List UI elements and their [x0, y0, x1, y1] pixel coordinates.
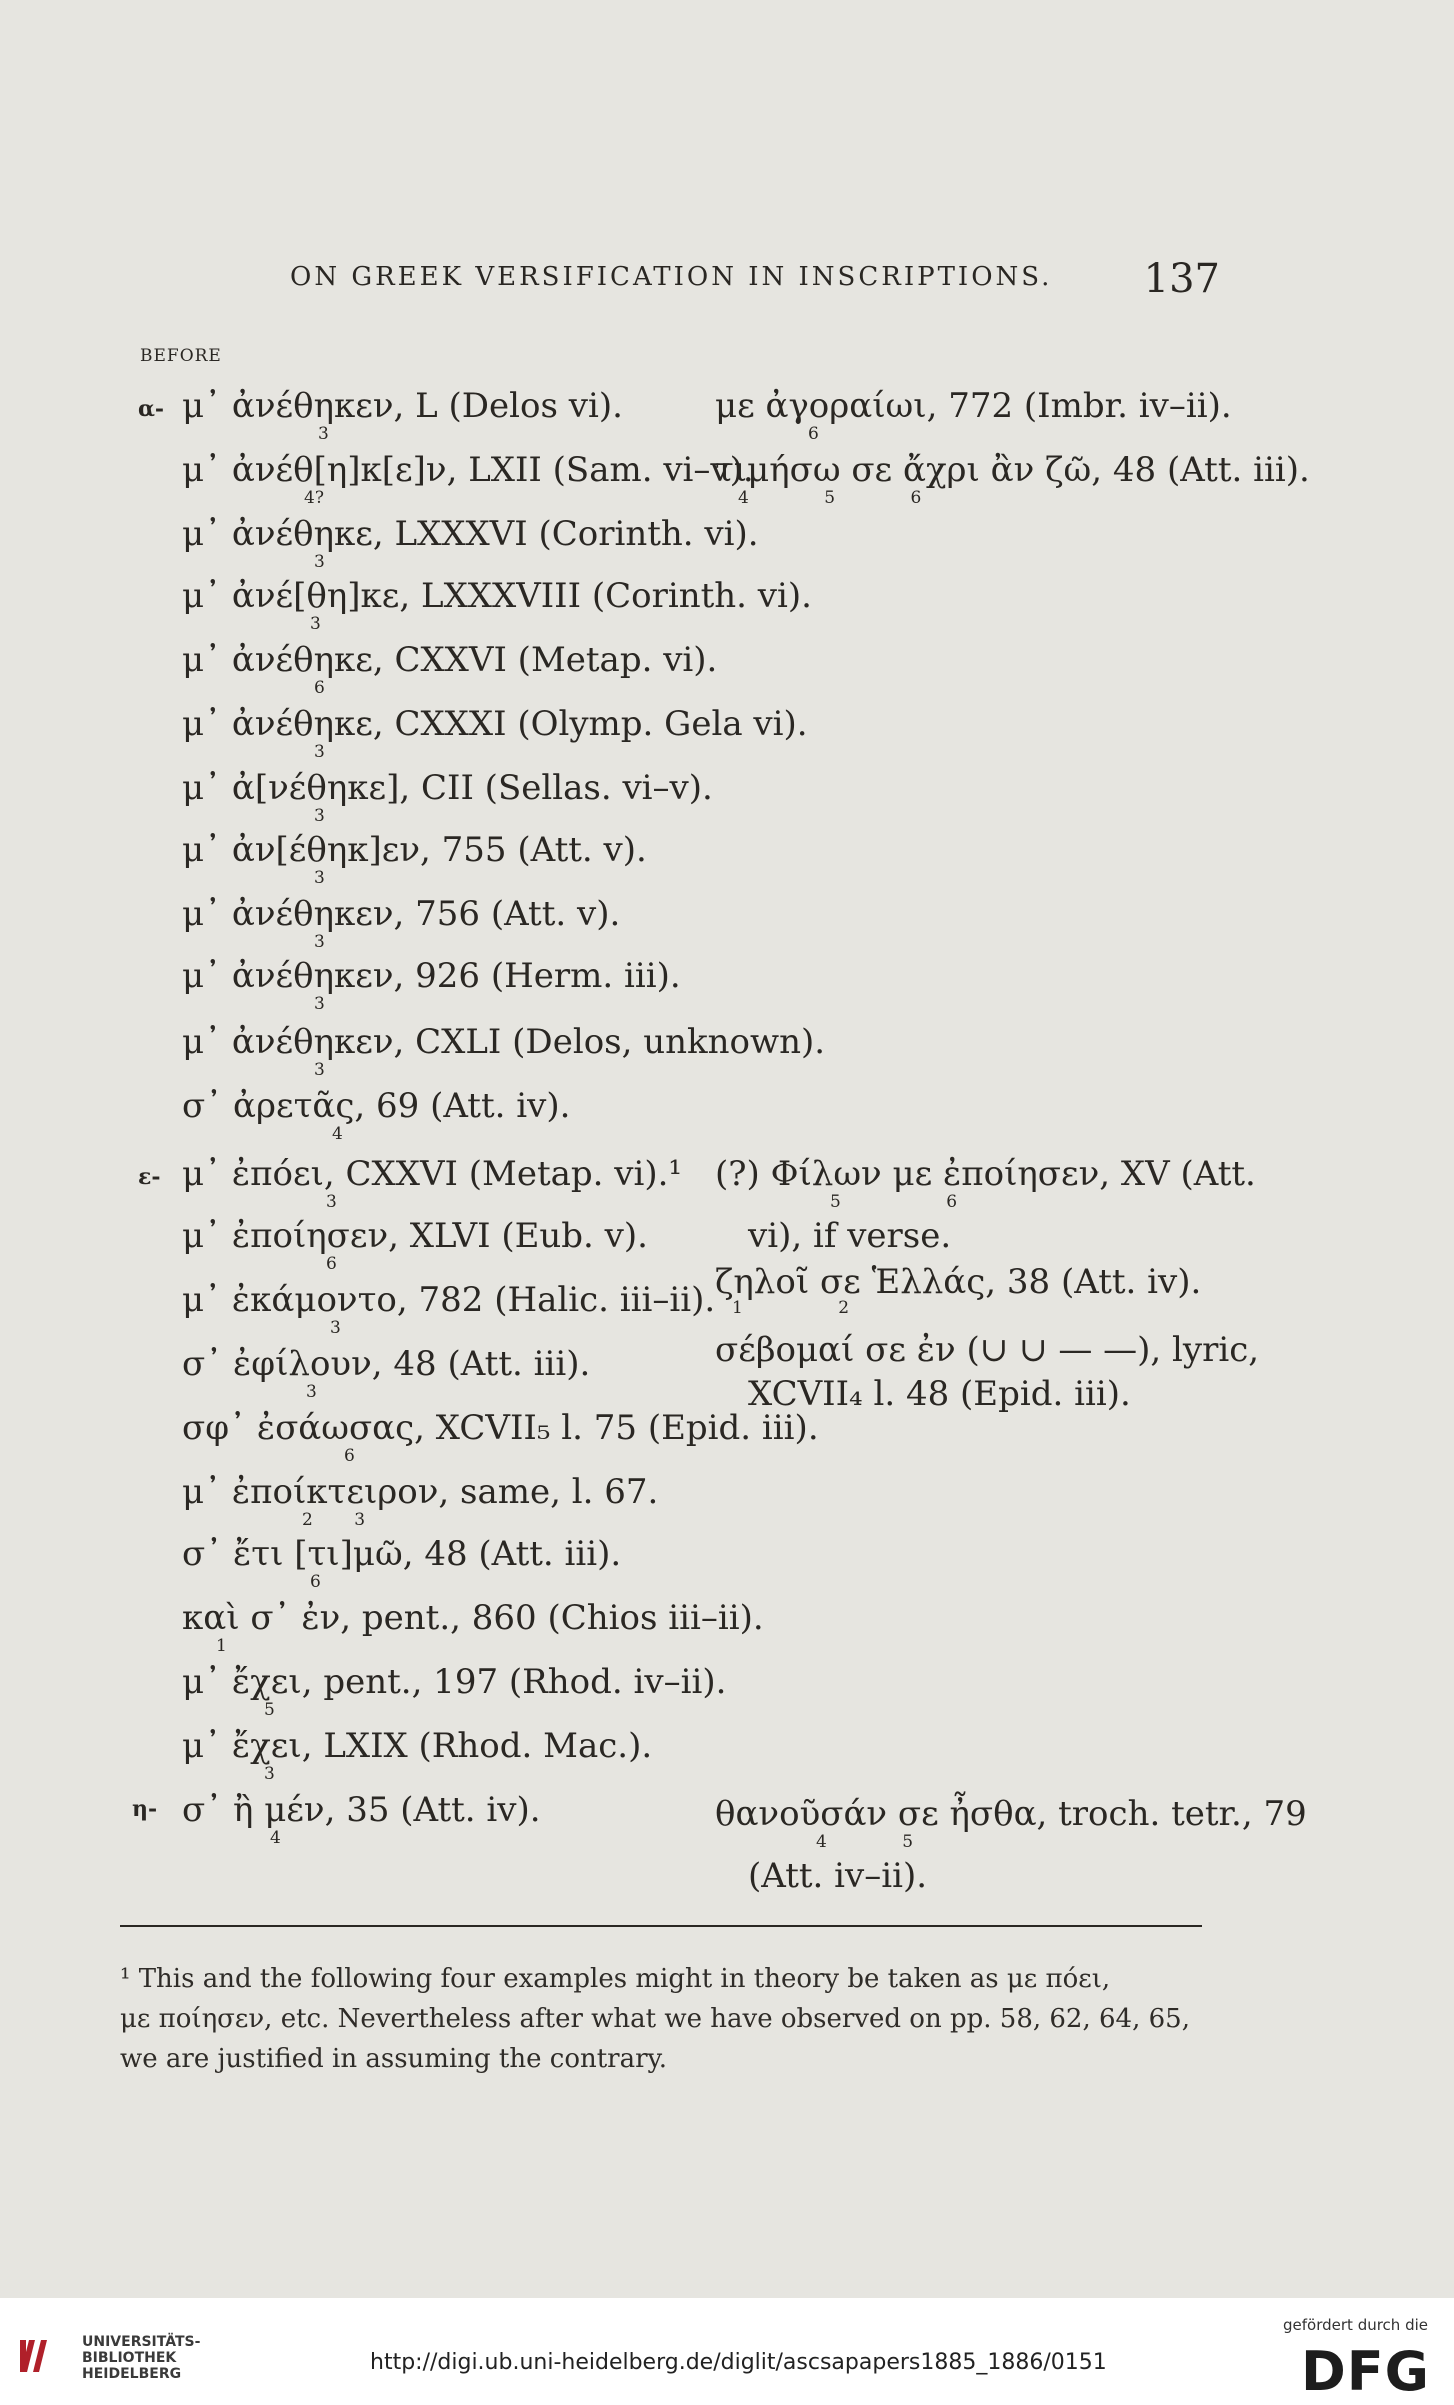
left-line: μ᾽ ἀνέθηκε, LXXXVI (Corinth. vi). — [182, 514, 759, 554]
left-line: μ᾽ ἔχει, LXIX (Rhod. Mac.). — [182, 1726, 653, 1766]
marker-alpha: α- — [138, 396, 165, 422]
footnote-line: ¹ This and the following four examples might in theory be taken as με πόει, — [120, 1964, 1111, 1994]
right-line: σέβομαί σε ἐν (∪ ∪ — —), lyric, — [715, 1330, 1260, 1370]
right-sub: 4 5 — [816, 1832, 914, 1852]
left-line: μ᾽ ἐπόει, CXXVI (Metap. vi).¹ — [182, 1154, 683, 1194]
marker-eta: η- — [132, 1796, 158, 1822]
left-line: σ᾽ ἢ μέν, 35 (Att. iv). — [182, 1790, 541, 1830]
left-line: μ᾽ ἀνέθηκεν, L (Delos vi). — [182, 386, 623, 426]
left-line: μ᾽ ἀνέθηκεν, 756 (Att. v). — [182, 894, 621, 934]
left-line: μ᾽ ἔχει, pent., 197 (Rhod. iv–ii). — [182, 1662, 727, 1702]
left-sub: 4 — [332, 1124, 343, 1144]
library-name-line: BIBLIOTHEK — [82, 2350, 177, 2366]
left-sub: 3 — [264, 1764, 275, 1784]
permalink[interactable]: http://digi.ub.uni-heidelberg.de/diglit/ascsapapers1885_1886/0151 — [370, 2350, 1107, 2375]
footnote-line: με ποίησεν, etc. Nevertheless after what we have observed on pp. 58, 62, 64, 65, — [120, 2004, 1190, 2034]
left-sub: 3 — [314, 994, 325, 1014]
left-line: σ᾽ ἐφίλουν, 48 (Att. iii). — [182, 1344, 591, 1384]
left-sub: 6 — [310, 1572, 321, 1592]
left-sub: 6 — [344, 1446, 355, 1466]
left-sub: 3 — [310, 614, 321, 634]
right-sub: 5 6 — [830, 1192, 958, 1212]
left-sub: 6 — [314, 678, 325, 698]
left-line: μ᾽ ἀ[νέθηκε], CII (Sellas. vi–v). — [182, 768, 713, 808]
left-sub: 3 — [314, 1060, 325, 1080]
left-sub: 3 — [326, 1192, 337, 1212]
right-sub: 4 5 6 — [738, 488, 922, 508]
right-sub: 1 2 — [732, 1298, 850, 1318]
left-sub: 3 — [314, 742, 325, 762]
right-line: (?) Φίλων με ἐποίησεν, XV (Att. — [715, 1154, 1256, 1194]
right-line: θανοῦσάν σε ἦσθα, troch. tetr., 79 — [715, 1794, 1307, 1834]
left-line: μ᾽ ἐποίκτειρον, same, l. 67. — [182, 1472, 659, 1512]
left-sub: 4? — [304, 488, 324, 508]
header-title: ON GREEK VERSIFICATION IN INSCRIPTIONS. — [290, 262, 1053, 292]
left-sub: 3 — [306, 1382, 317, 1402]
section-label: BEFORE — [140, 346, 222, 366]
page-number: 137 — [1143, 256, 1220, 302]
running-header — [290, 256, 1220, 302]
left-line: μ᾽ ἀνέθηκεν, 926 (Herm. iii). — [182, 956, 681, 996]
left-sub: 3 — [318, 424, 329, 444]
left-sub: 3 — [314, 552, 325, 572]
funding-note: gefördert durch die — [1283, 2316, 1428, 2334]
footnote-line: we are justified in assuming the contrary. — [120, 2044, 668, 2074]
footnote-rule — [120, 1925, 1202, 1927]
library-name-line: HEIDELBERG — [82, 2366, 182, 2382]
right-line: με ἀγοραίωι, 772 (Imbr. iv–ii). — [715, 386, 1232, 426]
right-line: vi), if verse. — [748, 1216, 952, 1256]
left-line: μ᾽ ἀνέθηκεν, CXLI (Delos, unknown). — [182, 1022, 826, 1062]
left-sub: 5 — [264, 1700, 275, 1720]
left-sub: 6 — [326, 1254, 337, 1274]
left-line: σ᾽ ἀρετᾶς, 69 (Att. iv). — [182, 1086, 571, 1126]
left-sub: 4 — [270, 1828, 281, 1848]
library-name-line: UNIVERSITÄTS- — [82, 2334, 201, 2350]
left-line: μ᾽ ἐποίησεν, XLVI (Eub. v). — [182, 1216, 648, 1256]
library-logo-icon — [18, 2336, 62, 2376]
left-line: μ᾽ ἀν[έθηκ]εν, 755 (Att. v). — [182, 830, 647, 870]
left-line: μ᾽ ἀνέ[θη]κε, LXXXVIII (Corinth. vi). — [182, 576, 812, 616]
left-sub: 3 — [314, 932, 325, 952]
left-line: καὶ σ᾽ ἐν, pent., 860 (Chios iii–ii). — [182, 1598, 764, 1638]
library-name — [82, 2334, 200, 2382]
right-line: ζηλοῖ σε Ἑλλάς, 38 (Att. iv). — [715, 1262, 1202, 1302]
right-line: τιμήσω σε ἄχρι ἂν ζῶ, 48 (Att. iii). — [715, 450, 1310, 490]
left-sub: 3 — [314, 868, 325, 888]
right-line: XCVII₄ l. 48 (Epid. iii). — [748, 1374, 1131, 1414]
left-line: σ᾽ ἔτι [τι]μῶ, 48 (Att. iii). — [182, 1534, 622, 1574]
dfg-logo: DFG — [1300, 2340, 1430, 2403]
viewer-footer — [0, 2298, 1454, 2405]
left-line: μ᾽ ἐκάμοντο, 782 (Halic. iii–ii). — [182, 1280, 716, 1320]
left-line: μ᾽ ἀνέθηκε, CXXVI (Metap. vi). — [182, 640, 718, 680]
right-line: (Att. iv–ii). — [748, 1856, 928, 1896]
left-sub: 3 — [314, 806, 325, 826]
right-sub: 6 — [808, 424, 819, 444]
left-line: μ᾽ ἀνέθ[η]κ[ε]ν, LXII (Sam. vi–v). — [182, 450, 754, 490]
left-sub: 2 3 — [302, 1510, 366, 1530]
left-line: σφ᾽ ἐσάωσας, XCVII₅ l. 75 (Epid. iii). — [182, 1408, 819, 1448]
marker-epsilon: ε- — [138, 1164, 161, 1190]
left-line: μ᾽ ἀνέθηκε, CXXXI (Olymp. Gela vi). — [182, 704, 808, 744]
left-sub: 1 — [216, 1636, 227, 1656]
left-sub: 3 — [330, 1318, 341, 1338]
